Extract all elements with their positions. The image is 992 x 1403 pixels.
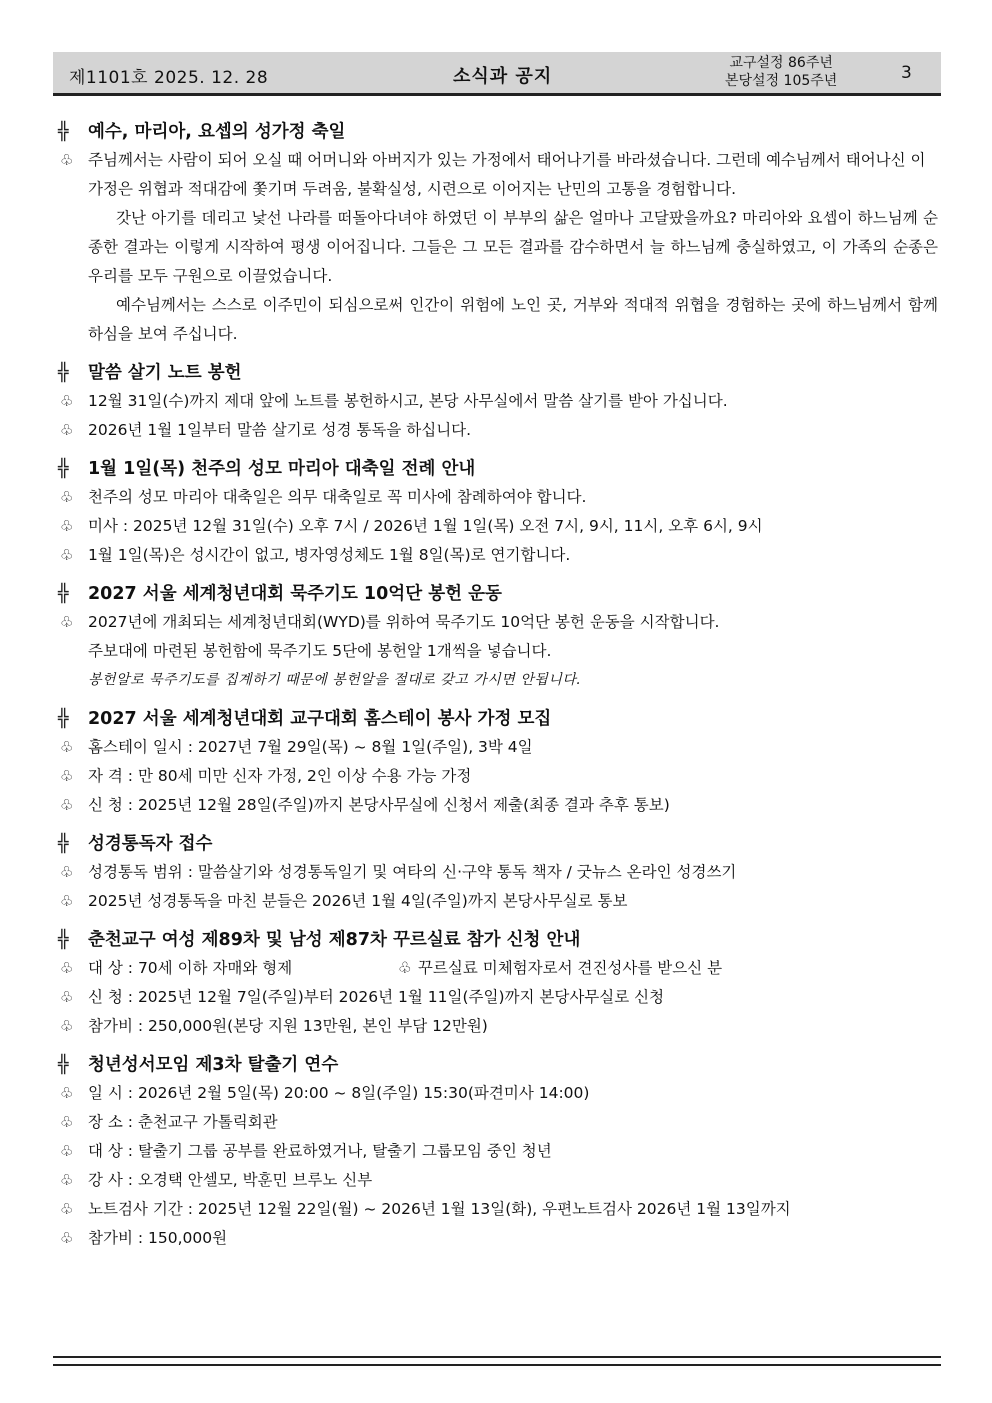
paragraph: 갓난 아기를 데리고 낯선 나라를 떠돌아다녀야 하였던 이 부부의 삶은 얼마나 고달팠을까요? 마리아와 요셉이 하느님께 순종한 결과는 이렇게 시작하여 평생 이어집니다. 그들은 그 모든 결과를 감수하면서 늘 하느님께 충실하였고, 이 가족의 순종은 우리를 모두 구원으로 이끌었습니다. — [88, 209, 938, 285]
parish-anniversary: 본당설정 105주년 — [725, 73, 838, 89]
list-item: ♧ 미사 : 2025년 12월 31일(수) 오후 7시 / 2026년 1월 1일(목) 오전 7시, 9시, 11시, 오후 6시, 9시 — [58, 512, 938, 541]
handwritten-note: 봉헌알로 묵주기도를 집계하기 때문에 봉헌알을 절대로 갖고 가시면 안됩니다. — [88, 672, 582, 688]
list-item: ♧ 성경통독 범위 : 말씀살기와 성경통독일기 및 여타의 신·구약 통독 책자 / 굿뉴스 온라인 성경쓰기 — [58, 858, 938, 887]
section-title: 예수, 마리아, 요셉의 성가정 축일 — [88, 122, 346, 142]
cross-marker-icon: ╬ — [58, 930, 69, 950]
cross-marker-icon: ╬ — [58, 834, 69, 854]
clover-bullet-icon: ♧ — [60, 151, 74, 169]
clover-bullet-icon: ♧ — [60, 517, 74, 535]
list-item: ♧ 1월 1일(목)은 성시간이 없고, 병자영성체도 1월 8일(목)로 연기합니다. — [58, 541, 938, 570]
list-item: ♧ 대 상 : 70세 이하 자매와 형제 ♧ 꾸르실료 미체험자로서 견진성사를 받으신 분 — [58, 954, 938, 983]
list-item: ♧ 주님께서는 사람이 되어 오실 때 어머니와 아버지가 있는 가정에서 태어나기를 바라셨습니다. 그런데 예수님께서 태어나신 이 가정은 위협과 적대감에 쫓기며 두려움, 불확실성, 시련으로 이어지는 난민의 고통을 경험합니다. — [58, 146, 938, 204]
diocese-anniversary: 교구설정 86주년 — [729, 55, 833, 71]
notice-word-notebook — [58, 359, 938, 445]
cross-marker-icon: ╬ — [58, 1055, 69, 1075]
clover-bullet-icon: ♧ — [60, 421, 74, 439]
list-item: ♧ 2027년에 개최되는 세계청년대회(WYD)를 위하여 묵주기도 10억단 봉헌 운동을 시작합니다. — [58, 608, 938, 637]
section-title: 성경통독자 접수 — [88, 834, 213, 854]
list-item: ♧ 일 시 : 2026년 2월 5일(목) 20:00 ~ 8일(주일) 15:30(파견미사 14:00) — [58, 1079, 938, 1108]
clover-bullet-icon: ♧ — [60, 892, 74, 910]
list-item: ♧ 2026년 1월 1일부터 말씀 살기로 성경 통독을 하십니다. — [58, 416, 938, 445]
notice-homestay — [58, 705, 938, 820]
section-title: 청년성서모임 제3차 탈출기 연수 — [88, 1055, 339, 1075]
section-title: 2027 서울 세계청년대회 교구대회 홈스테이 봉사 가정 모집 — [88, 709, 552, 729]
notice-rosary-campaign — [58, 580, 938, 695]
list-item: ♧ 장 소 : 춘천교구 가톨릭회관 — [58, 1108, 938, 1137]
page-header — [53, 52, 941, 96]
page-title: 소식과 공지 — [453, 66, 553, 87]
list-item: ♧ 대 상 : 탈출기 그룹 공부를 완료하였거나, 탈출기 그룹모임 중인 청년 — [58, 1137, 938, 1166]
notice-cursillo — [58, 926, 938, 1041]
clover-bullet-icon: ♧ — [60, 1142, 74, 1160]
notice-bible-reading — [58, 830, 938, 916]
section-title: 춘천교구 여성 제89차 및 남성 제87차 꾸르실료 참가 신청 안내 — [88, 930, 581, 950]
anniversary-info — [725, 54, 837, 90]
notice-holy-family — [58, 118, 938, 349]
cross-marker-icon: ╬ — [58, 363, 69, 383]
list-item: ♧ 자 격 : 만 80세 미만 신자 가정, 2인 이상 수용 가능 가정 — [58, 762, 938, 791]
cross-marker-icon: ╬ — [58, 584, 69, 604]
page-number: 3 — [901, 63, 912, 83]
clover-bullet-icon: ♧ — [60, 1113, 74, 1131]
list-item: ♧ 홈스테이 일시 : 2027년 7월 29일(목) ~ 8월 1일(주일), 3박 4일 — [58, 733, 938, 762]
list-item: ♧ 신 청 : 2025년 12월 28일(주일)까지 본당사무실에 신청서 제출(최종 결과 추후 통보) — [58, 791, 938, 820]
cross-marker-icon: ╬ — [58, 709, 69, 729]
list-item: ♧ 12월 31일(수)까지 제대 앞에 노트를 봉헌하시고, 본당 사무실에서 말씀 살기를 받아 가십니다. — [58, 387, 938, 416]
clover-bullet-icon: ♧ — [60, 1200, 74, 1218]
clover-bullet-icon: ♧ — [398, 959, 412, 977]
list-item: ♧ 강 사 : 오경택 안셀모, 박훈민 브루노 신부 — [58, 1166, 938, 1195]
list-item: ♧ 2025년 성경통독을 마친 분들은 2026년 1월 4일(주일)까지 본당사무실로 통보 — [58, 887, 938, 916]
clover-bullet-icon: ♧ — [60, 738, 74, 756]
list-item: ♧ 신 청 : 2025년 12월 7일(주일)부터 2026년 1월 11일(주일)까지 본당사무실로 신청 — [58, 983, 938, 1012]
clover-bullet-icon: ♧ — [60, 767, 74, 785]
list-item: ♧ 참가비 : 150,000원 — [58, 1224, 938, 1253]
clover-bullet-icon: ♧ — [60, 1171, 74, 1189]
clover-bullet-icon: ♧ — [60, 988, 74, 1006]
clover-bullet-icon: ♧ — [60, 1017, 74, 1035]
paragraph: 주보대에 마련된 봉헌함에 묵주기도 5단에 봉헌알 1개씩을 넣습니다. — [88, 642, 552, 660]
issue-number: 제1101호 2025. 12. 28 — [69, 68, 269, 88]
footer-divider — [53, 1356, 941, 1366]
cross-marker-icon: ╬ — [58, 459, 69, 479]
section-title: 2027 서울 세계청년대회 묵주기도 10억단 봉헌 운동 — [88, 584, 502, 604]
section-title: 1월 1일(목) 천주의 성모 마리아 대축일 전례 안내 — [88, 459, 476, 479]
list-item: ♧ 참가비 : 250,000원(본당 지원 13만원, 본인 부담 12만원) — [58, 1012, 938, 1041]
clover-bullet-icon: ♧ — [60, 796, 74, 814]
clover-bullet-icon: ♧ — [60, 959, 74, 977]
notice-youth-bible — [58, 1051, 938, 1253]
list-item: ♧ 천주의 성모 마리아 대축일은 의무 대축일로 꼭 미사에 참례하여야 합니다. — [58, 483, 938, 512]
notice-mary-solemnity — [58, 455, 938, 570]
clover-bullet-icon: ♧ — [60, 863, 74, 881]
notices-content — [58, 118, 938, 1263]
clover-bullet-icon: ♧ — [60, 1229, 74, 1247]
list-item: ♧ 노트검사 기간 : 2025년 12월 22일(월) ~ 2026년 1월 13일(화), 우편노트검사 2026년 1월 13일까지 — [58, 1195, 938, 1224]
clover-bullet-icon: ♧ — [60, 1084, 74, 1102]
clover-bullet-icon: ♧ — [60, 488, 74, 506]
paragraph: 예수님께서는 스스로 이주민이 되심으로써 인간이 위험에 노인 곳, 거부와 적대적 위협을 경험하는 곳에 하느님께서 함께 하심을 보여 주십니다. — [88, 296, 938, 343]
section-title: 말씀 살기 노트 봉헌 — [88, 363, 242, 383]
clover-bullet-icon: ♧ — [60, 546, 74, 564]
cross-marker-icon: ╬ — [58, 122, 69, 142]
clover-bullet-icon: ♧ — [60, 613, 74, 631]
clover-bullet-icon: ♧ — [60, 392, 74, 410]
